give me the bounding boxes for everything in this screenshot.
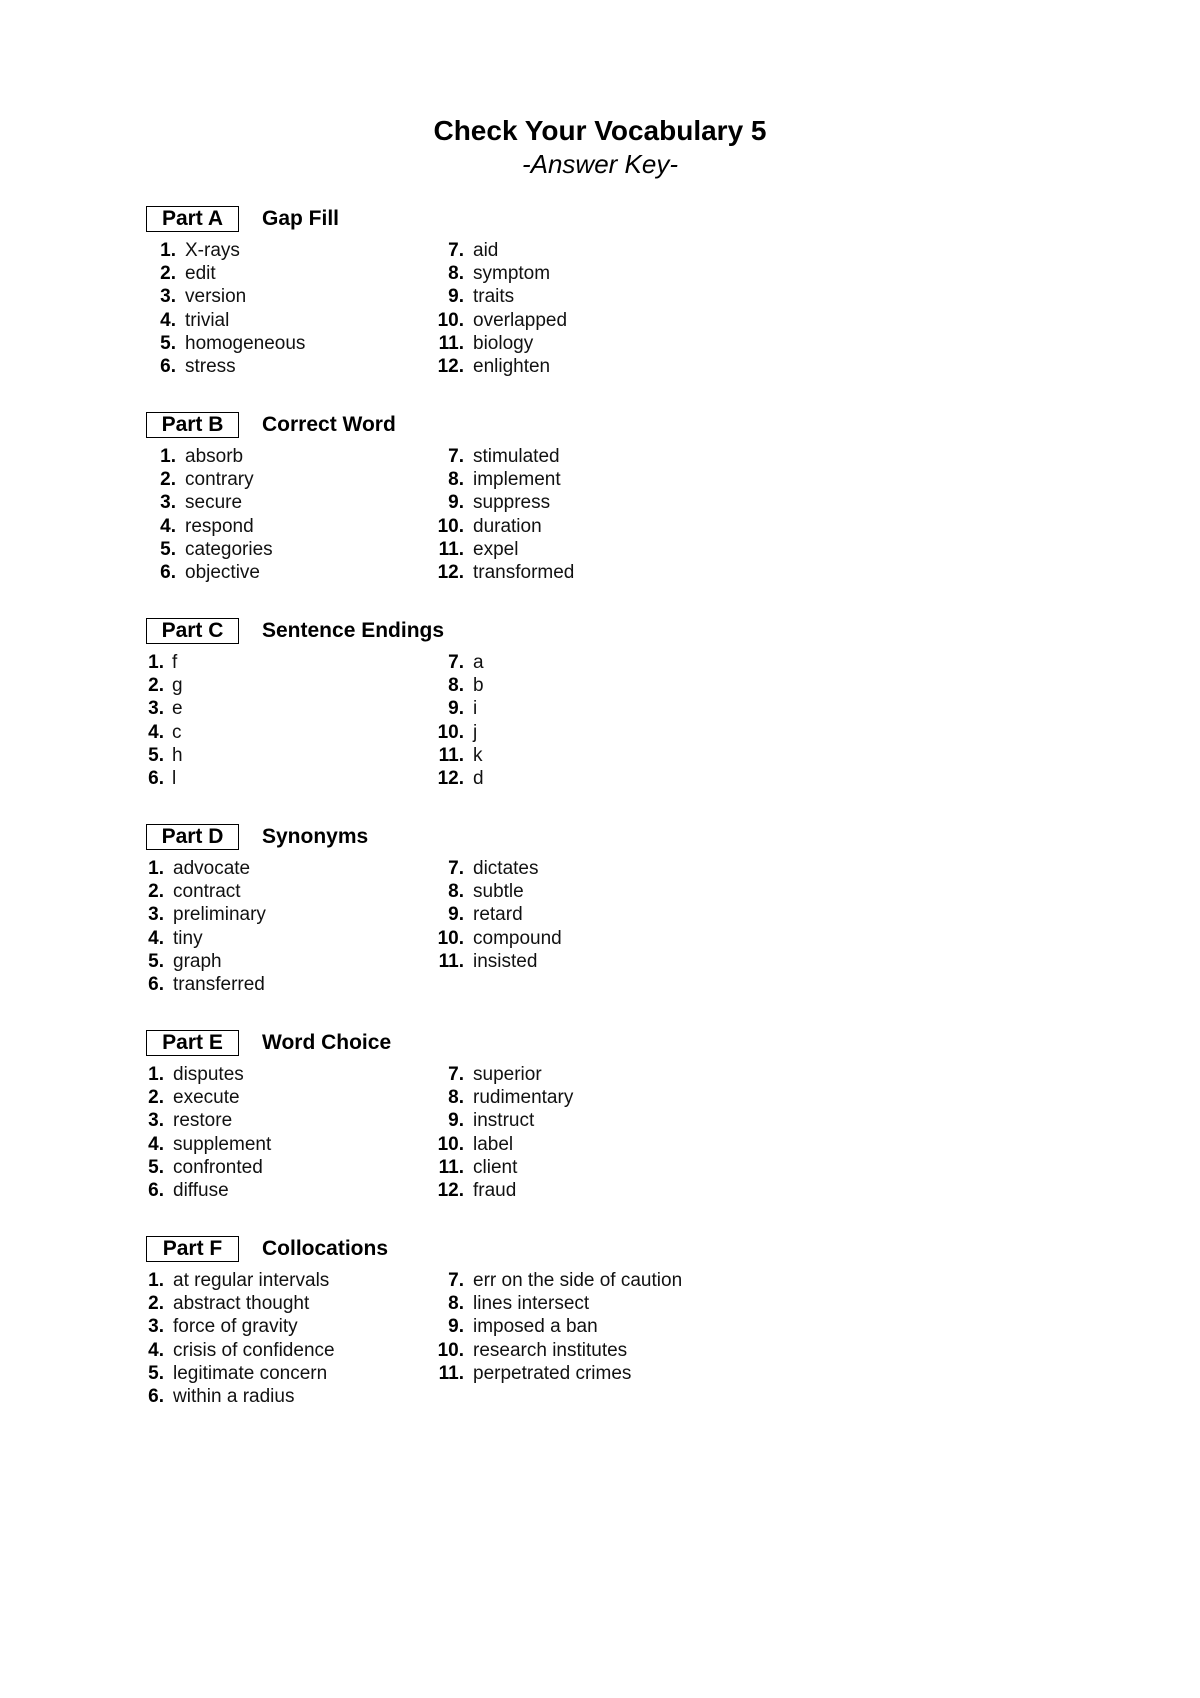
answer-item (436, 1086, 573, 1109)
section-header (146, 824, 746, 852)
answer-item (436, 721, 484, 744)
answer-item (436, 1156, 573, 1179)
answer-item (146, 1269, 335, 1292)
page-title: Check Your Vocabulary 5 (433, 115, 767, 146)
part-name: Gap Fill (262, 207, 340, 230)
item-number: 7. (448, 1064, 464, 1085)
item-number: 11. (438, 950, 464, 972)
part-name: Collocations (262, 1237, 389, 1260)
item-answer: version (185, 286, 247, 308)
item-number: 3. (148, 1316, 164, 1338)
item-number: 3. (148, 1110, 164, 1132)
item-number: 10. (437, 927, 464, 949)
item-number: 2. (148, 1293, 164, 1315)
part-label-box: Part C (146, 618, 239, 644)
item-number: 1. (148, 1270, 164, 1291)
item-answer: insisted (473, 950, 538, 972)
item-number: 10. (437, 721, 464, 743)
answer-item (436, 1269, 682, 1292)
answer-item (436, 1063, 573, 1086)
item-answer: contrary (185, 469, 254, 491)
answer-item (436, 1362, 682, 1385)
answer-column-right (436, 239, 567, 378)
item-answer: perpetrated crimes (473, 1362, 632, 1384)
item-answer: respond (185, 515, 254, 537)
item-answer: g (172, 675, 183, 697)
page-subtitle: -Answer Key- (521, 149, 679, 179)
item-answer: err on the side of caution (473, 1270, 683, 1291)
item-answer: categories (185, 538, 273, 560)
answer-item (436, 538, 574, 561)
section-part-e (146, 1030, 1046, 1220)
answer-item (146, 857, 266, 880)
item-answer: graph (173, 950, 222, 972)
item-answer: absorb (185, 446, 244, 467)
item-answer: homogeneous (185, 332, 306, 354)
item-answer: b (473, 675, 484, 697)
item-answer: fraud (473, 1179, 517, 1201)
item-number: 1. (160, 240, 176, 261)
answer-item (436, 651, 484, 674)
answer-item (146, 561, 273, 584)
item-number: 11. (438, 1156, 464, 1178)
item-answer: enlighten (473, 355, 551, 377)
item-answer: supplement (173, 1133, 272, 1155)
item-number: 5. (160, 332, 176, 354)
answer-item (146, 973, 266, 996)
item-answer: within a radius (173, 1385, 295, 1407)
item-number: 2. (148, 881, 164, 903)
item-number: 11. (438, 538, 464, 560)
item-answer: expel (473, 538, 519, 560)
item-number: 6. (148, 1385, 164, 1407)
item-number: 3. (160, 286, 176, 308)
item-number: 5. (160, 538, 176, 560)
answer-item (436, 744, 484, 767)
answer-column-left (146, 1063, 271, 1202)
item-answer: stimulated (473, 446, 560, 467)
answer-column-left (146, 857, 266, 996)
answer-item (146, 697, 183, 720)
answer-item (146, 468, 273, 491)
answer-item (146, 309, 305, 332)
item-answer: abstract thought (173, 1293, 310, 1315)
answer-item (436, 262, 567, 285)
item-number: 7. (448, 446, 464, 467)
answer-column-right (436, 445, 574, 584)
item-number: 5. (148, 950, 164, 972)
item-number: 7. (448, 858, 464, 879)
answer-item (146, 950, 266, 973)
item-number: 11. (438, 744, 464, 766)
item-number: 4. (148, 927, 164, 949)
item-number: 12. (437, 1179, 464, 1201)
item-answer: confronted (173, 1156, 263, 1178)
answer-item (146, 1063, 271, 1086)
item-answer: instruct (473, 1110, 535, 1132)
section-header (146, 1236, 746, 1264)
item-number: 1. (148, 652, 164, 673)
item-answer: a (473, 652, 484, 673)
answer-item (146, 1385, 335, 1408)
answer-item (146, 651, 183, 674)
answer-item (146, 880, 266, 903)
item-answer: implement (473, 469, 561, 491)
answer-item (436, 927, 562, 950)
answer-item (436, 767, 484, 790)
part-label-box: Part B (146, 412, 239, 438)
item-answer: aid (473, 240, 499, 261)
item-number: 8. (448, 675, 464, 697)
item-answer: trivial (185, 309, 230, 331)
item-number: 11. (438, 1362, 464, 1384)
section-header (146, 618, 746, 646)
section-part-f (146, 1236, 1046, 1426)
item-number: 1. (160, 446, 176, 467)
item-answer: execute (173, 1087, 240, 1109)
answer-item (146, 445, 273, 468)
answer-item (436, 561, 574, 584)
answer-item (436, 332, 567, 355)
item-number: 3. (148, 904, 164, 926)
item-number: 6. (148, 973, 164, 995)
item-number: 4. (160, 309, 176, 331)
item-number: 10. (437, 1133, 464, 1155)
item-answer: traits (473, 286, 515, 308)
answer-item (436, 239, 567, 262)
answer-item (146, 332, 305, 355)
answer-item (436, 285, 567, 308)
section-header (146, 412, 746, 440)
answer-column-right (436, 651, 484, 790)
answer-item (436, 1179, 573, 1202)
item-answer: compound (473, 927, 562, 949)
item-answer: X-rays (185, 240, 240, 261)
item-answer: force of gravity (173, 1316, 298, 1338)
item-number: 2. (148, 675, 164, 697)
item-answer: overlapped (473, 309, 568, 331)
item-number: 8. (448, 1293, 464, 1315)
item-answer: f (172, 652, 178, 673)
item-number: 6. (148, 1179, 164, 1201)
item-number: 9. (448, 904, 464, 926)
item-number: 8. (448, 1087, 464, 1109)
answer-item (146, 1109, 271, 1132)
section-part-c (146, 618, 1046, 808)
section-part-d (146, 824, 1046, 1014)
item-answer: suppress (473, 492, 551, 514)
item-answer: e (172, 698, 183, 720)
item-number: 6. (148, 767, 164, 789)
item-number: 1. (148, 1064, 164, 1085)
item-number: 12. (437, 561, 464, 583)
answer-item (146, 767, 183, 790)
answer-item (436, 445, 574, 468)
item-answer: d (473, 767, 484, 789)
answer-item (146, 721, 183, 744)
answer-item (146, 1362, 335, 1385)
answer-item (436, 674, 484, 697)
item-answer: contract (173, 881, 241, 903)
answer-column-right (436, 1063, 573, 1202)
item-answer: superior (473, 1064, 542, 1085)
answer-column-right (436, 1269, 682, 1385)
item-answer: research institutes (473, 1339, 628, 1361)
item-answer: h (172, 744, 183, 766)
item-number: 9. (448, 286, 464, 308)
answer-item (146, 1156, 271, 1179)
item-answer: imposed a ban (473, 1316, 598, 1338)
answer-column-left (146, 651, 183, 790)
part-name: Word Choice (262, 1031, 392, 1054)
item-number: 2. (160, 263, 176, 285)
item-answer: k (473, 744, 483, 766)
answer-column-left (146, 239, 305, 378)
item-answer: transferred (173, 973, 265, 995)
answer-column-left (146, 445, 273, 584)
section-part-b (146, 412, 1046, 602)
item-answer: client (473, 1156, 518, 1178)
item-number: 8. (448, 469, 464, 491)
part-name: Sentence Endings (262, 619, 445, 642)
item-number: 3. (160, 492, 176, 514)
answer-item (436, 309, 567, 332)
answer-item (146, 1339, 335, 1362)
item-number: 4. (148, 721, 164, 743)
answer-item (146, 1315, 335, 1338)
item-number: 7. (448, 240, 464, 261)
section-part-a (146, 206, 1046, 396)
answer-item (436, 697, 484, 720)
part-label-box: Part D (146, 824, 239, 850)
item-number: 5. (148, 744, 164, 766)
answer-item (146, 1133, 271, 1156)
item-answer: at regular intervals (173, 1270, 330, 1291)
answer-item (146, 674, 183, 697)
item-answer: lines intersect (473, 1293, 590, 1315)
answer-item (436, 355, 567, 378)
answer-item (146, 515, 273, 538)
item-answer: subtle (473, 881, 524, 903)
item-answer: duration (473, 515, 542, 537)
item-number: 7. (448, 652, 464, 673)
item-answer: symptom (473, 263, 551, 285)
answer-item (146, 285, 305, 308)
answer-item (146, 744, 183, 767)
answer-item (146, 927, 266, 950)
section-header (146, 206, 746, 234)
answer-item (436, 857, 562, 880)
item-number: 9. (448, 1316, 464, 1338)
item-number: 2. (148, 1087, 164, 1109)
item-answer: rudimentary (473, 1087, 574, 1109)
item-number: 10. (437, 1339, 464, 1361)
item-number: 10. (437, 515, 464, 537)
item-answer: tiny (173, 927, 203, 949)
item-answer: advocate (173, 858, 251, 879)
item-number: 9. (448, 492, 464, 514)
part-label-box: Part A (146, 206, 239, 232)
item-number: 12. (437, 355, 464, 377)
item-number: 4. (148, 1133, 164, 1155)
answer-item (146, 1086, 271, 1109)
answer-column-right (436, 857, 562, 973)
item-number: 9. (448, 698, 464, 720)
item-number: 11. (438, 332, 464, 354)
item-answer: restore (173, 1110, 233, 1132)
item-number: 9. (448, 1110, 464, 1132)
item-answer: preliminary (173, 904, 266, 926)
answer-item (436, 950, 562, 973)
item-number: 12. (437, 767, 464, 789)
answer-item (146, 262, 305, 285)
item-number: 4. (160, 515, 176, 537)
item-answer: retard (473, 904, 523, 926)
item-number: 7. (448, 1270, 464, 1291)
item-answer: j (473, 721, 478, 743)
item-answer: disputes (173, 1064, 244, 1085)
item-answer: diffuse (173, 1179, 229, 1201)
item-answer: i (473, 698, 478, 720)
answer-item (146, 355, 305, 378)
item-answer: transformed (473, 561, 575, 583)
section-header (146, 1030, 746, 1058)
item-answer: secure (185, 492, 243, 514)
answer-item (146, 538, 273, 561)
part-label-box: Part E (146, 1030, 239, 1056)
item-number: 4. (148, 1339, 164, 1361)
item-answer: crisis of confidence (173, 1339, 335, 1361)
item-number: 6. (160, 561, 176, 583)
item-answer: legitimate concern (173, 1362, 328, 1384)
item-number: 10. (437, 309, 464, 331)
answer-item (146, 1179, 271, 1202)
answer-item (436, 1339, 682, 1362)
answer-item (436, 1315, 682, 1338)
part-name: Correct Word (262, 413, 396, 436)
item-number: 5. (148, 1362, 164, 1384)
part-label-box: Part F (146, 1236, 239, 1262)
item-number: 5. (148, 1156, 164, 1178)
item-answer: biology (473, 332, 534, 354)
part-name: Synonyms (262, 825, 369, 848)
item-answer: objective (185, 561, 260, 583)
answer-item (436, 880, 562, 903)
item-answer: edit (185, 263, 216, 285)
answer-item (436, 1133, 573, 1156)
item-answer: l (172, 767, 177, 789)
answer-item (146, 903, 266, 926)
answer-item (436, 491, 574, 514)
answer-item (436, 468, 574, 491)
item-number: 1. (148, 858, 164, 879)
answer-item (436, 1109, 573, 1132)
item-number: 8. (448, 881, 464, 903)
answer-column-left (146, 1269, 335, 1408)
answer-item (436, 515, 574, 538)
item-answer: c (172, 721, 182, 743)
answer-item (436, 903, 562, 926)
item-answer: label (473, 1133, 514, 1155)
item-number: 2. (160, 469, 176, 491)
item-answer: dictates (473, 858, 539, 879)
item-number: 6. (160, 355, 176, 377)
answer-item (146, 491, 273, 514)
answer-item (146, 239, 305, 262)
item-answer: stress (185, 355, 236, 377)
answer-item (436, 1292, 682, 1315)
answer-item (146, 1292, 335, 1315)
item-number: 8. (448, 263, 464, 285)
item-number: 3. (148, 698, 164, 720)
